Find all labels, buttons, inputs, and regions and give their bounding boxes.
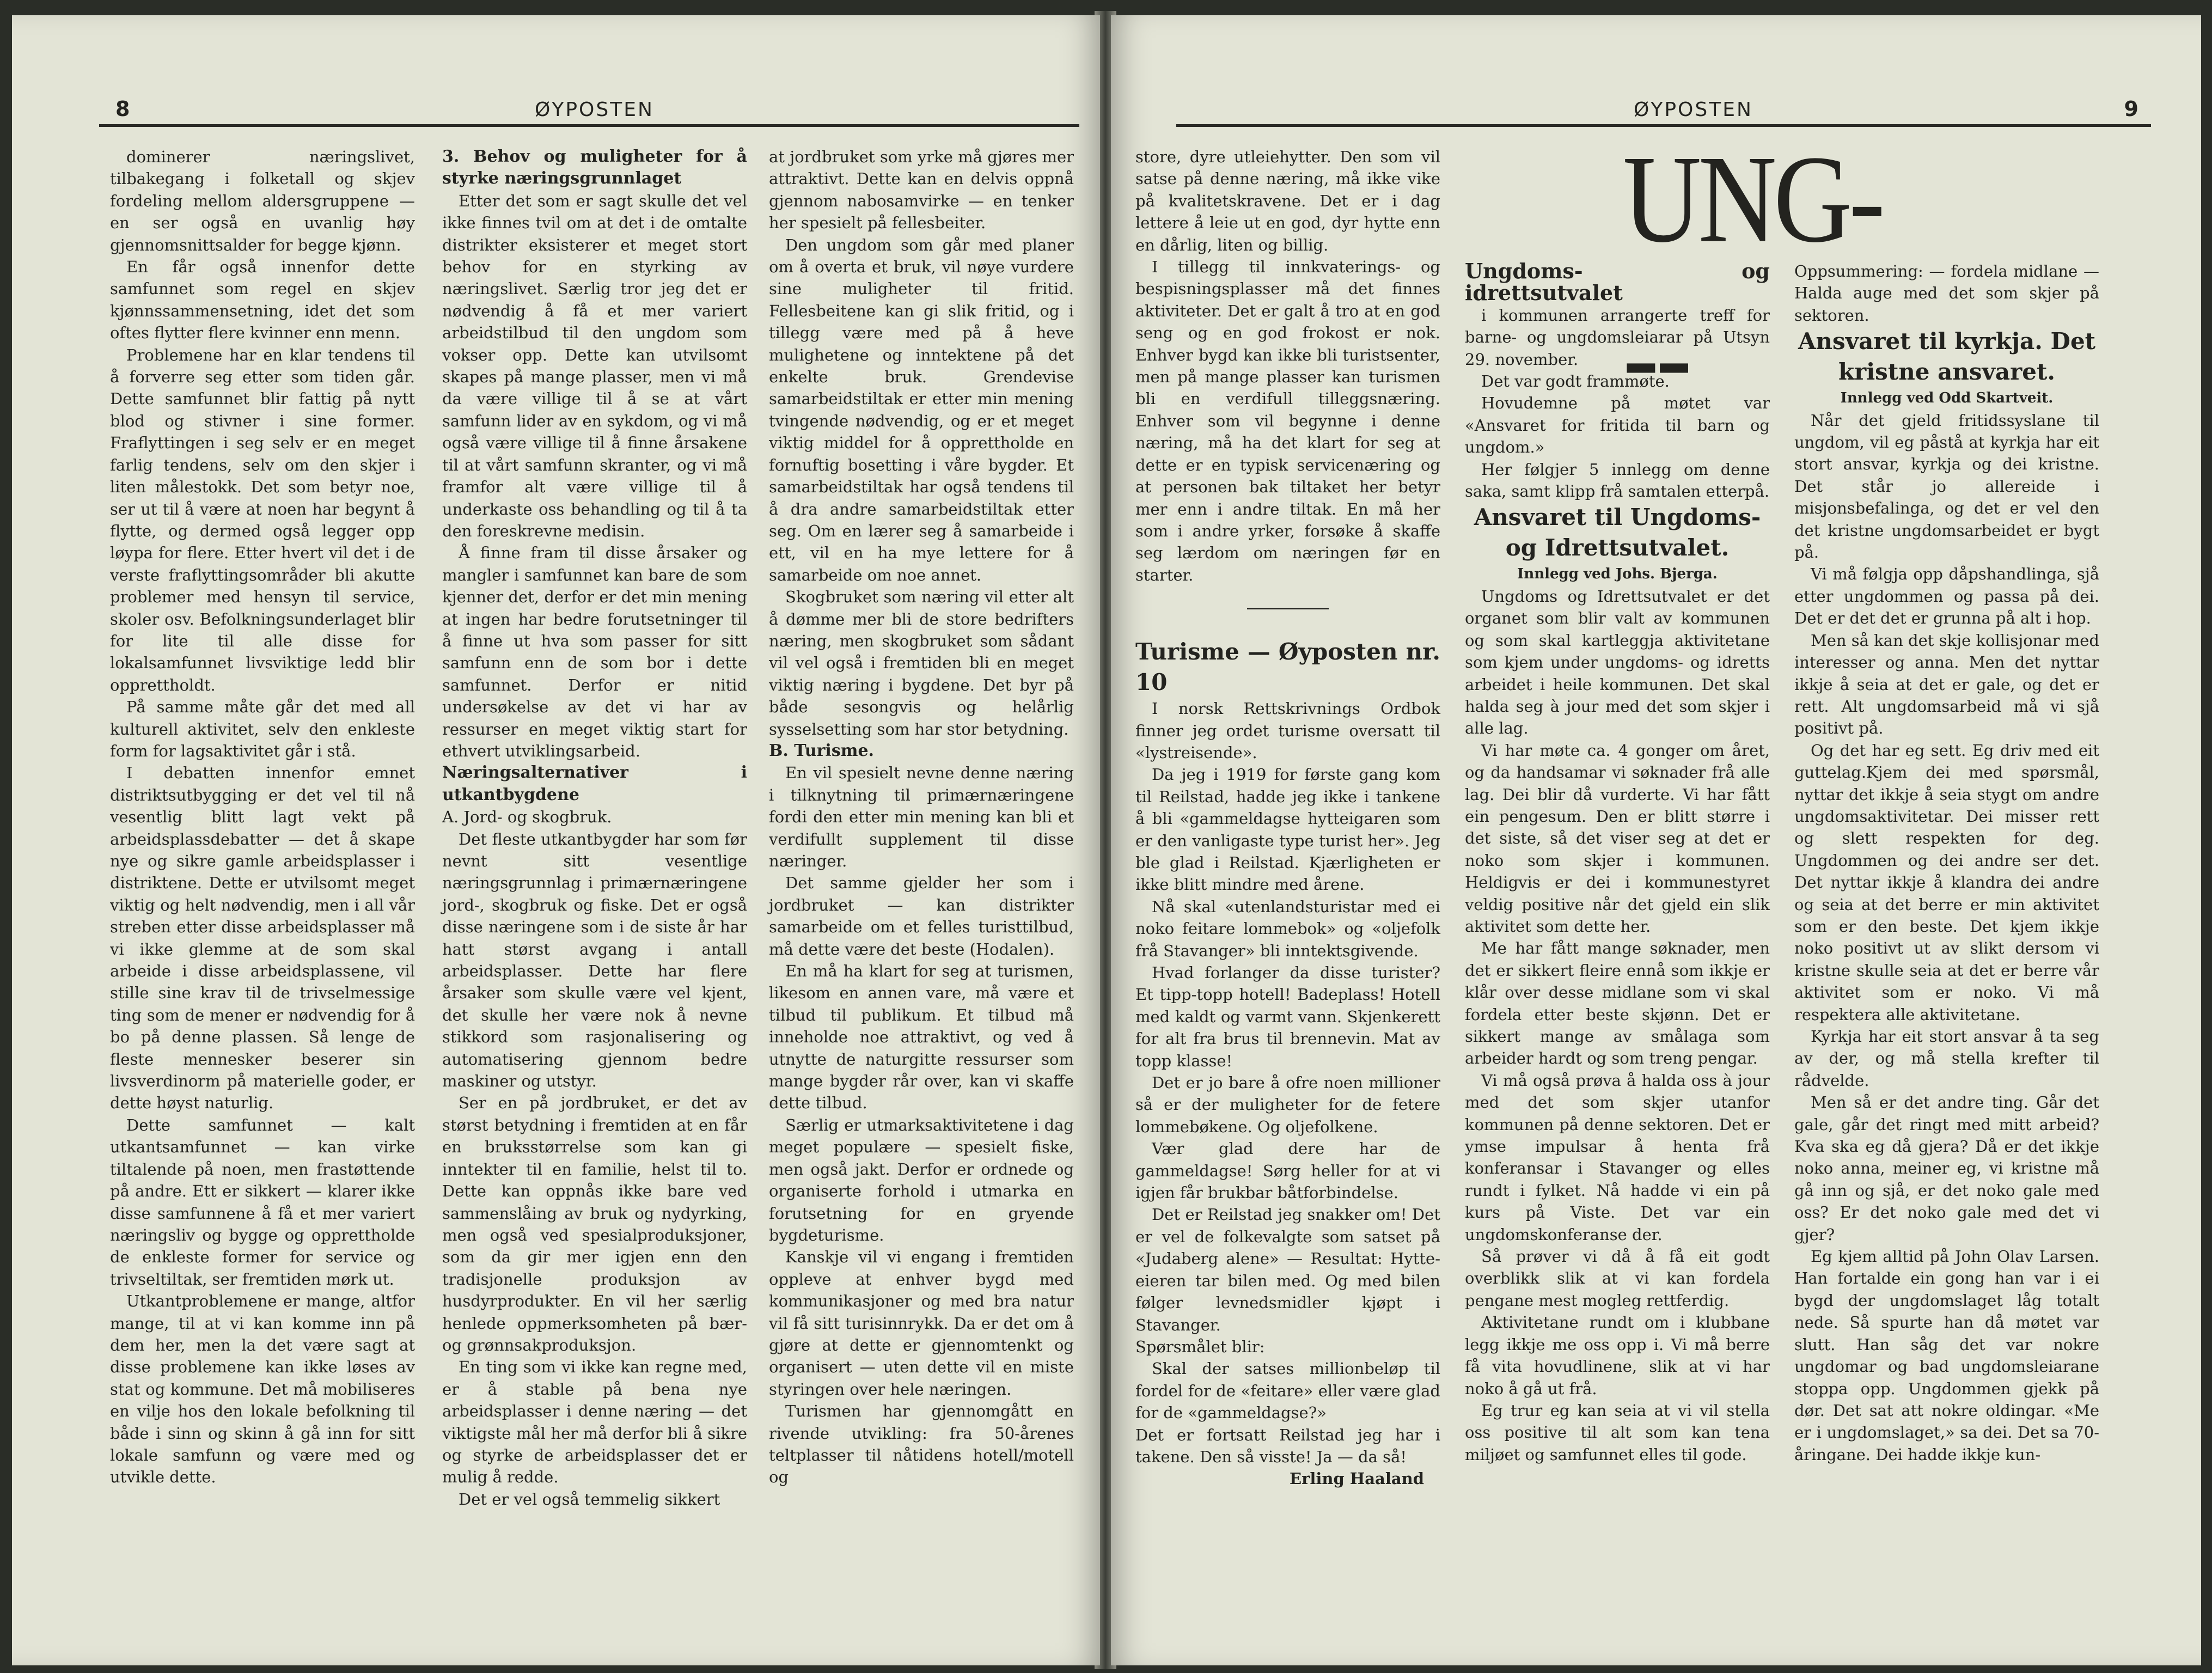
section-heading: 3. Behov og muligheter for å styrke næringsgrunnlaget <box>442 147 747 188</box>
paragraph: Det er jo bare å ofre noen millioner så er der muligheter for de fetere lommebøkene. Og oljefolkene. <box>1135 1073 1440 1136</box>
paragraph: Vi må også prøva å halda oss à jour med det som skjer utanfor kommunen på denne sektoren. Det er ymse impulsar å henta frå konferansar i Stavanger og elles rundt i fylket. Nå hadde vi ein på kurs på Viste. Det var ein ungdomskonferanse der. <box>1465 1071 1770 1244</box>
section-divider <box>1247 608 1329 609</box>
paragraph: Vi må følgja opp dåpshandlinga, sjå etter ungdommen og passa på dei. Det er det det er grunna på alt i hop. <box>1794 565 2099 628</box>
paragraph: På samme måte går det med all kulturell aktivitet, selv den enkleste form for lagsaktivitet går i stå. <box>110 698 415 760</box>
paragraph: Oppsummering: — fordela midlane — Halda auge med det som skjer på sektoren. <box>1794 262 2099 325</box>
paragraph: Hovudemne på møtet var «Ansvaret for fritida til barn og ungdom.» <box>1465 394 1770 457</box>
paragraph: Hvad forlanger da disse turister? Et tipp-topp hotell! Badeplass! Hotell med kaldt og varmt vann. Skjenkerett for alt fra brus til brennevin. Mat av topp klasse! <box>1135 963 1440 1070</box>
header-title: ØYPOSTEN <box>1634 99 1753 121</box>
section-heading: Næringsalternativer i utkantbygdene <box>442 763 747 804</box>
paragraph: I norsk Rettskrivnings Ordbok finner jeg ordet turisme oversatt til «lystreisende». <box>1135 699 1440 762</box>
paragraph: Det var godt frammøte. <box>1481 372 1670 391</box>
paragraph: Det samme gjelder her som i jordbruket — kan distrikter samarbeide om et felles turisttilbud, må dette være det beste (Hodalen). <box>769 874 1074 958</box>
paragraph: Det er Reilstad jeg snakker om! Det er vel de folkevalgte som satset på «Judaberg alene» — Resultat: Hytte-eieren tar bilen med. Og med bilen følger levnedsmidler kjøpt i Stavanger. <box>1135 1205 1440 1334</box>
paragraph: Kanskje vil vi engang i fremtiden oppleve at enhver bygd med kommunikasjoner og med bra natur vil få sitt turisinnrykk. Da er det om å gjøre at dette er gjennomtenkt og organisert — uten dette vil en miste styringen over hele næringen. <box>769 1248 1074 1399</box>
paragraph: Og det har eg sett. Eg driv med eit guttelag.Kjem dei med spørsmål, nyttar det ikkje å seia stygt om andre ungdomsaktivitetar. Dei misser rett og slett respekten for deg. Ungdommen og dei andre ser det. Det nyttar ikkje å klandra dei andre og seia at det berre er min aktivitet som er den beste. Det kjem ikkje noko positivt ut av slikt dersom vi kristne skulle seia at det er berre vår aktivitet som er noko. Vi må respektera alle aktivitetane. <box>1794 741 2099 1024</box>
author-signature: Erling Haaland <box>1289 1469 1424 1488</box>
paragraph: Det fleste utkantbygder har som før nevnt sitt vesentlige næringsgrunnlag i primærnæringene jord-, skogbruk og fiske. Det er også disse næringene som i de siste år har hatt størst avgang i antall arbeidsplasser. Dette har flere årsaker som skulle være vel kjent, det skulle her være nok å nevne stikkord som rasjonalisering og automatisering gjennom bedre maskiner og utstyr. <box>442 829 747 1091</box>
header-title: ØYPOSTEN <box>535 99 654 121</box>
paragraph: Ser en på jordbruket, er det av størst betydning i fremtiden at en får en bruksstørrelse som kan gi inntekter til en familie, helst til to. Dette kan oppnås ikke bare ved sammenslåing av bruk og nydyrking, men også ved spesialproduksjoner, som da gir mer igjen enn den tradisjonelle produksjon av husdyrprodukter. En vil her særlig henlede oppmerksomheten på bær- og grønnsakproduksjon. <box>442 1094 747 1354</box>
article-column <box>442 146 747 1510</box>
paragraph: Aktivitetane rundt om i klubbane legg ikkje me oss opp i. Vi må berre få vita hovudlinene, slik at vi har noko å gå ut frå. <box>1465 1313 1770 1398</box>
paragraph: Skal der satses millionbeløp til fordel for de «feitare» eller være glad for de «gammeldagse?» <box>1135 1359 1440 1422</box>
page-left <box>12 15 1100 1665</box>
byline: Innlegg ved Johs. Bjerga. <box>1517 566 1718 583</box>
paragraph: Den ungdom som går med planer om å overta et bruk, vil nøye vurdere sine muligheter til fritid. Fellesbeitene kan gi slik fritid, og i tillegg være med på å heve mulighetene og inntektene på det enkelte bruk. Grendevise samarbeidstiltak er etter min mening tvingende nødvendig, og er et meget viktig middel for å opprettholde en fornuftig bosetting i våre bygder. Et samarbeidstiltak har også tendens til å dra andre samarbeidstiltak etter seg. Om en lærer seg å samarbeide i ett, vil en ha mye lettere for å samarbeide om noe annet. <box>769 235 1074 584</box>
paragraph: Problemene har en klar tendens til å forverre seg etter som tiden går. Dette samfunnet blir fattig på nytt blod og stivner i sine former. Fraflyttingen i seg selv er en meget farlig tendens, selv om den skjer i liten målestokk. Det som betyr noe, ser ut til å være at noen har begynt å flytte, og dermed også legger opp løypa for flere. Etter hvert vil det i de verste fraflyttingsområder bli akutte problemer med hensyn til service, skoler osv. Befolkningsunderlaget blir for lite til alle disse for lokalsamfunnet livsviktige ledd blir opprettholdt. <box>110 345 415 694</box>
paragraph: Spørsmålet blir: <box>1135 1337 1265 1356</box>
paragraph: Eg kjem alltid på John Olav Larsen. Han fortalde ein gong han var i ei bygd der ungdomslaget låg totalt nede. Så spurte han då møtet var slutt. Han såg det var nokre ungdomar og bad ungdomsleiarane stoppa opp. Ungdommen gjekk på dør. Det sat att nokre oldingar. «Me er i ungdomslaget,» sa dei. Det sa 70-åringane. Dei hadde ikkje kun- <box>1794 1247 2099 1464</box>
paragraph: En må ha klart for seg at turismen, likesom en annen vare, må være et tilbud til publikum. Et tilbud må inneholde noe attraktivt, og ved å utnytte de naturgitte ressurser som mange bygder rår over, kan vi skaffe dette tilbud. <box>769 962 1074 1113</box>
article-title: Ansvaret til kyrkja. Det kristne ansvaret. <box>1798 328 2096 386</box>
paragraph: Så prøver vi då å få eit godt overblikk slik at vi kan fordela pengane mest mogleg rettferdig. <box>1465 1247 1770 1310</box>
article-column <box>1465 260 1770 1466</box>
paragraph: I debatten innenfor emnet distriktsutbygging er det vel til nå vesentlig blitt lagt vekt på arbeidsplassdebatter — det å skape nye og sikre gamle arbeidsplasser i distriktene. Dette er utvilsomt meget viktig og helt nødvendig, men i all vår streben etter disse arbeidsplasser må vi ikke glemme at de som skal arbeide i disse arbeidsplassene, vil stille sine krav til de trivselmessige ting som de mener er nødvendig for å bo på denne plassen. Så lenge de fleste mennesker beserer sin livsverdinorm på materielle goder, er dette høyst naturlig. <box>110 764 415 1113</box>
byline: Innlegg ved Odd Skartveit. <box>1840 390 2054 407</box>
page-number: 8 <box>115 97 132 121</box>
paragraph: Særlig er utmarksaktivitetene i dag meget populære — spesielt fiske, men også jakt. Derfor er ordnede og organiserte forhold i utmarka en forutsetning for en gryende bygdeturisme. <box>769 1115 1074 1244</box>
paragraph: i kommunen arrangerte treff for barne- og ungdomsleiarar på Utsyn 29. november. <box>1465 306 1770 369</box>
paragraph: Det er fortsatt Reilstad jeg har i takene. Den så visste! Ja — da så! <box>1135 1425 1440 1466</box>
paragraph: Da jeg i 1919 for første gang kom til Reilstad, hadde jeg ikke i tankene å bli «gammeldagse hytteigaren som er den vanligaste type turist her». Jeg ble glad i Reilstad. Kjærligheten er ikke blitt mindre med årene. <box>1135 765 1440 894</box>
article-column <box>110 146 415 1488</box>
paragraph: Det er vel også temmelig sikkert <box>459 1489 720 1509</box>
article-column <box>769 146 1074 1488</box>
paragraph: Men så er det andre ting. Går det gale, går det ringt med mitt arbeid? Kva ska eg då gjera? Då er det ikkje noko anna, meiner eg, vi kristne må gå inn og sjå, er det noko gale med oss? Er det noko gale med det vi gjer? <box>1794 1093 2099 1244</box>
paragraph: Utkantproblemene er mange, altfor mange, til at vi kan komme inn på dem her, men la det være sagt at disse problemene kan ikke løses av stat og kommune. Det må mobiliseres en vilje hos den lokale befolkning til både i sinn og skinn å gå inn for sitt lokale samfunn og være med og utvikle dette. <box>110 1292 415 1487</box>
paragraph: Men så kan det skje kollisjonar med interesser og anna. Men det nyttar ikkje å seia at det er gale, og det er rett. Alt ungdomsarbeid må vi sjå positivt på. <box>1794 631 2099 738</box>
paragraph: Turismen har gjennomgått en rivende utvikling: fra 50-årenes teltplasser til nåtidens hotell/motell og <box>769 1402 1074 1487</box>
paragraph: Me har fått mange søknader, men det er sikkert fleire ennå som ikkje er klår over desse midlane som vi skal fordela etter beste skjønn. Det er sikkert mange av smålaga som arbeider hardt og som treng pengar. <box>1465 939 1770 1068</box>
ung-masthead: UNG--- <box>1623 130 1882 425</box>
page-right <box>1111 15 2201 1665</box>
page-number: 9 <box>2124 97 2140 121</box>
paragraph: store, dyre utleiehytter. Den som vil satse på denne næring, må ikke vike på kvalitetskravene. Det er i dag lettere å leie ut en god, dyr hytte enn en dårlig, liten og billig. <box>1135 148 1440 254</box>
paragraph: Dette samfunnet — kalt utkantsamfunnet — kan virke tiltalende på noen, men frastøttende på andre. Ett er sikkert — klarer ikke disse samfunnene å få et mer variert næringsliv og bygge og opprettholde de enkleste former for service og trivseltiltak, ser fremtiden mørk ut. <box>110 1115 415 1289</box>
paragraph: A. Jord- og skogbruk. <box>442 808 612 827</box>
paragraph: at jordbruket som yrke må gjøres mer attraktivt. Dette kan en delvis oppnå gjennom nabosamvirke — en tenker her spesielt på fellesbeiter. <box>769 148 1074 233</box>
section-heading: B. Turisme. <box>769 741 874 760</box>
article-title: Turisme — Øyposten nr. 10 <box>1135 638 1440 696</box>
paragraph: Vær glad dere har de gammeldagse! Sørg heller for at vi igjen får brukbar båtforbindelse. <box>1135 1139 1440 1202</box>
paragraph: Når det gjeld fritidssyslane til ungdom, vil eg påstå at kyrkja har eit stort ansvar, kyrkja og dei kristne. Det står jo allereide i misjonsbefalinga, og det er vel den det kristne ungdomsarbeidet er bygt på. <box>1794 411 2099 562</box>
paragraph: Kyrkja har eit stort ansvar å ta seg av der, og må stella krefter til rådvelde. <box>1794 1027 2099 1090</box>
paragraph: I tillegg til innkvaterings- og bespisningsplasser må det finnes aktiviteter. Det er galt å tro at en god seng og en god frokost er nok. Enhver bygd kan ikke bli turistsenter, men på mange plasser kan turismen bli en verdifull tilleggsnæring. Enhver som vil begynne i denne næring, må ha det klart for seg at dette er en typisk servicenæring og at personen bak tiltaket her betyr mer enn i andre tiltak. En må her som i andre yrker, forsøke å skaffe seg lærdom om næringen før en starter. <box>1135 258 1440 584</box>
paragraph: Skogbruket som næring vil etter alt å dømme mer bli de store bedrifters næring, men skogbruket som sådant vil vel også i fremtiden bli en meget viktig næring i bygdene. Det byr på både sesongvis og helårlig sysselsetting som har stor betydning. <box>769 588 1074 738</box>
paragraph: Å finne fram til disse årsaker og mangler i samfunnet kan bare de som kjenner det, derfor er det min mening at ingen har bedre forutsetninger til å finne ut hva som passer for sitt samfunn enn de som bor i dette samfunnet. Derfor er nitid undersøkelse av det vi har av ressurser en meget viktig start for ethvert utviklingsarbeid. <box>442 544 747 760</box>
page-header-left <box>99 86 1079 127</box>
paragraph: Eg trur eg kan seia at vi vil stella oss positive til alt som kan tena miljøet og samfunnet elles til gode. <box>1465 1401 1770 1464</box>
paragraph: Nå skal «utenlandsturistar med ei noko feitare lommebok» og «oljefolk frå Stavanger» bli inntektsgivende. <box>1135 897 1440 960</box>
paragraph: En får også innenfor dette samfunnet som regel en skjev kjønnssammensetning, idet det som oftes flytter flere kvinner enn menn. <box>110 258 415 343</box>
article-column <box>1794 260 2099 1466</box>
paragraph: Ungdoms og Idrettsutvalet er det organet som blir valt av kommunen og som skal kartleggja aktivitetane som kjem under ungdoms- og idretts arbeidet i heile kommunen. Det skal halda seg à jour med det som skjer i alle lag. <box>1465 587 1770 738</box>
article-column <box>1135 146 1440 1490</box>
article-title: Ansvaret til Ungdoms- og Idrettsutvalet. <box>1474 504 1761 561</box>
paragraph: Her følgjer 5 innlegg om denne saka, samt klipp frå samtalen etterpå. <box>1465 460 1770 501</box>
paragraph: En ting som vi ikke kan regne med, er å stable på bena nye arbeidsplasser i denne næring — det viktigste mål her må derfor bli å sikre og styrke de arbeidsplasser det er mulig å redde. <box>442 1358 747 1487</box>
paragraph: dominerer næringslivet, tilbakegang i folketall og skjev fordeling mellom aldersgruppene — en ser også en uvanlig høy gjennomsnittsalder for begge kjønn. <box>110 148 415 254</box>
article-title: Ungdoms- og idrettsutvalet <box>1465 259 1770 306</box>
page-header-right <box>1176 86 2151 127</box>
paragraph: Etter det som er sagt skulle det vel ikke finnes tvil om at det i de omtalte distrikter eksisterer et meget stort behov for en styrking av næringslivet. Særlig tror jeg det er nødvendig å få et mer variert arbeidstilbud til den ungdom som vokser opp. Dette kan utvilsomt skapes på mange plasser, men vi må da være villige til å se at vårt samfunn lider av en sykdom, og vi må også være villige til å finne årsakene til at vårt samfunn skranter, og vi må framfor alt være villige til å underkaste oss behandling og til å ta den foreskrevne medisin. <box>442 191 747 540</box>
paragraph: Vi har møte ca. 4 gonger om året, og da handsamar vi søknader frå alle lag. Dei blir då vurderte. Vi har fått ein pengesum. Den er blitt større i det siste, så det viser seg at det er noko som skjer i kommunen. Heldigvis er dei i kommunestyret veldig positive når det gjeld ein slik aktivitet som dette her. <box>1465 741 1770 936</box>
paragraph: En vil spesielt nevne denne næring i tilknytning til primærnæringene fordi den etter min mening kan bli et verdifullt supplement til disse næringer. <box>769 764 1074 870</box>
